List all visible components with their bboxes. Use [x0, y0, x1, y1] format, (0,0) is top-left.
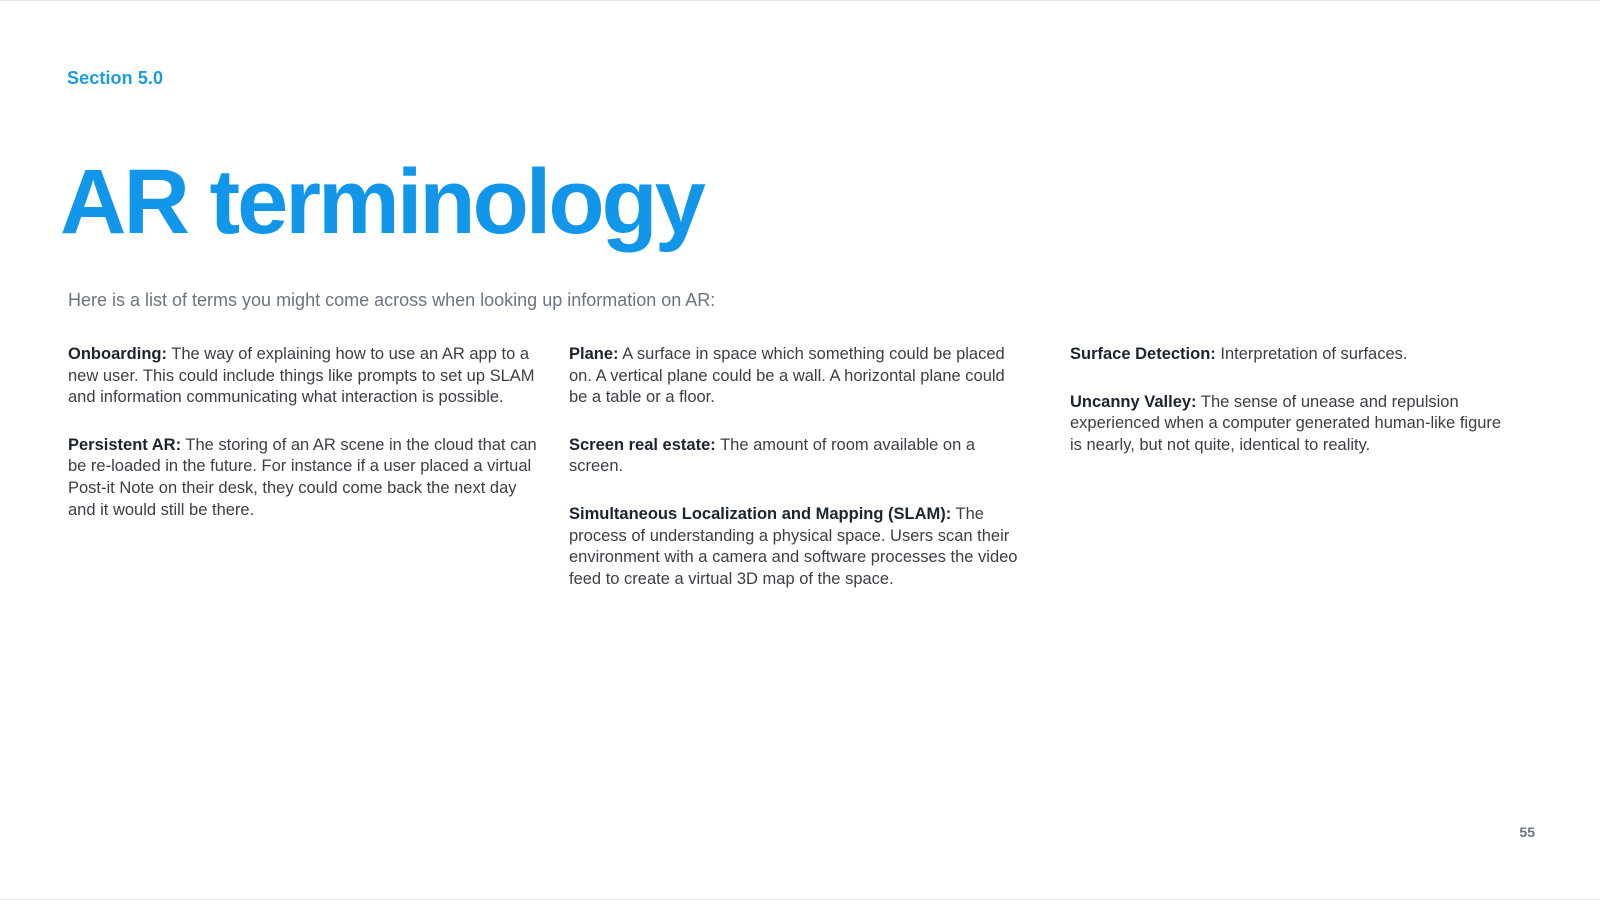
term-definition: The sense of unease and repulsion experienced when a computer generated human-like figure is nearly, but not quite, identical to reality.: [1070, 392, 1502, 454]
term-name: Plane:: [569, 345, 619, 363]
term-definition: The amount of room available on a screen.: [569, 435, 976, 476]
page-title: AR terminology: [60, 151, 703, 253]
term-name: Persistent AR:: [68, 435, 182, 454]
term-definition: The process of understanding a physical space. Users scan their environment with a camera and software processes the video feed to create a virtual 3D map of the space.: [569, 504, 1018, 588]
term-name: Screen real estate:: [569, 435, 716, 454]
top-divider: [0, 0, 1600, 1]
section-label: Section 5.0: [67, 68, 164, 88]
term-name: Uncanny Valley:: [1070, 392, 1197, 411]
intro-text: Here is a list of terms you might come across when looking up information on AR:: [68, 290, 716, 310]
term-name: Simultaneous Localization and Mapping (SLAM):: [569, 504, 952, 523]
term-slam: [569, 504, 1024, 590]
terms-column-1: [68, 344, 538, 547]
term-surface-detection: [1070, 344, 1510, 366]
term-definition: A surface in space which something could be placed on. A vertical plane could be a wall. A horizontal plane could be a table or a floor.: [569, 345, 1005, 407]
term-definition: The way of explaining how to use an AR app to a new user. This could include things like prompts to set up SLAM and information communicating what interaction is possible.: [68, 345, 535, 407]
term-screen-real-estate: [569, 435, 1024, 478]
terms-column-2: [569, 344, 1024, 616]
term-name: Surface Detection:: [1070, 345, 1216, 363]
page-number: 55: [1519, 824, 1535, 840]
term-definition: The storing of an AR scene in the cloud that can be re-loaded in the future. For instance if a user placed a virtual Post-it Note on their desk, they could come back the next day and it would still be there.: [68, 435, 537, 519]
terms-column-3: [1070, 344, 1510, 482]
term-uncanny-valley: [1070, 392, 1510, 457]
term-persistent-ar: [68, 435, 538, 521]
term-definition: Interpretation of surfaces.: [1220, 345, 1408, 363]
term-name: Onboarding:: [68, 345, 167, 363]
term-plane: [569, 344, 1024, 409]
term-onboarding: [68, 344, 538, 409]
